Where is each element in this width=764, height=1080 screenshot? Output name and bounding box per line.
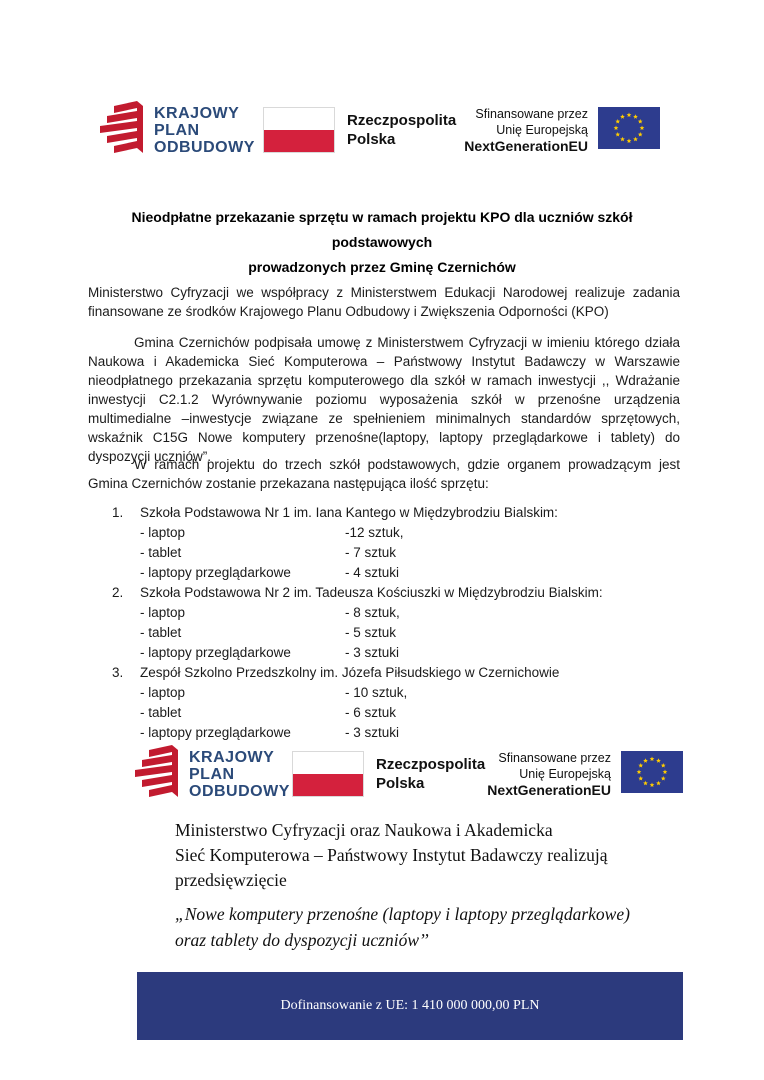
- kpo-logo-text: [189, 749, 290, 800]
- poland-flag-icon: [292, 751, 364, 797]
- school-heading: [112, 503, 672, 523]
- poland-line2: Polska: [347, 131, 396, 148]
- equipment-label: - laptopy przeglądarkowe: [140, 645, 291, 660]
- equipment-label: - tablet: [140, 625, 182, 640]
- kpo-line3: ODBUDOWY: [154, 138, 255, 156]
- poland-logo-text: [376, 755, 485, 793]
- closing-statement: [175, 818, 695, 893]
- paragraph-project-scope: W ramach projektu do trzech szkół podstawowych, gdzie organem prowadzącym jest Gmina Czernichów zostanie przekazana następująca ilość sprzętu:: [88, 457, 680, 491]
- poland-logo-text: [347, 111, 456, 149]
- kpo-building-icon: [100, 101, 144, 160]
- school-name: Szkoła Podstawowa Nr 2 im. Tadeusza Kościuszki w Międzybrodziu Bialskim:: [140, 585, 603, 600]
- title-line1: Nieodpłatne przekazanie sprzętu w ramach projektu KPO dla uczniów szkół podstawowych: [131, 209, 633, 250]
- equipment-qty: - 3 sztuki: [345, 645, 400, 660]
- school-equipment-list: [112, 503, 672, 743]
- school-heading: [112, 663, 672, 683]
- kpo-logo: [100, 101, 255, 160]
- funding-banner-text: Dofinansowanie z UE: 1 410 000 000,00 PLN: [280, 998, 540, 1013]
- school-item-3: [112, 663, 672, 743]
- project-quote: [175, 901, 695, 953]
- poland-line1: Rzeczpospolita: [347, 112, 457, 129]
- eu-flag-icon: [621, 751, 683, 798]
- equipment-row: [112, 523, 672, 543]
- equipment-row: [112, 703, 672, 723]
- school-name: Zespół Szkolno Przedszkolny im. Józefa Piłsudskiego w Czernichowie: [140, 665, 560, 680]
- paragraph-intro: Ministerstwo Cyfryzacji we współpracy z Ministerstwem Edukacji Narodowej realizuje zadania finansowane ze środków Krajowego Planu Odbudowy i Zwiększenia Odporności (KPO): [88, 285, 680, 319]
- eu-line1: Sfinansowane przez: [498, 751, 611, 765]
- equipment-label: - tablet: [140, 545, 182, 560]
- poland-logo: [292, 751, 485, 797]
- school-name: Szkoła Podstawowa Nr 1 im. Iana Kantego w Międzybrodziu Bialskim:: [140, 505, 558, 520]
- school-number: 1.: [112, 505, 124, 520]
- equipment-label: - tablet: [140, 705, 182, 720]
- equipment-label: - laptopy przeglądarkowe: [140, 725, 291, 740]
- quote-line2: oraz tablety do dyspozycji uczniów’’: [175, 930, 429, 950]
- eu-line3: NextGenerationEU: [487, 782, 611, 798]
- school-item-1: [112, 503, 672, 583]
- equipment-label: - laptop: [140, 605, 186, 620]
- equipment-row: [112, 543, 672, 563]
- poland-line1: Rzeczpospolita: [376, 756, 486, 773]
- equipment-row: [112, 623, 672, 643]
- closing-line3: przedsięwzięcie: [175, 870, 287, 890]
- header-logo-row: [100, 98, 660, 162]
- equipment-qty: - 7 sztuk: [345, 545, 397, 560]
- equipment-label: - laptopy przeglądarkowe: [140, 565, 291, 580]
- equipment-row: [112, 603, 672, 623]
- equipment-qty: - 4 sztuki: [345, 565, 400, 580]
- equipment-label: - laptop: [140, 685, 186, 700]
- eu-line2: Unię Europejską: [519, 767, 611, 781]
- equipment-qty: - 8 sztuk,: [345, 605, 400, 620]
- eu-flag-icon: [598, 107, 660, 154]
- kpo-line2: PLAN: [189, 765, 235, 783]
- footer-logo-row: [135, 744, 683, 804]
- equipment-qty: - 10 sztuk,: [345, 685, 408, 700]
- school-number: 2.: [112, 585, 124, 600]
- school-item-2: [112, 583, 672, 663]
- school-heading: [112, 583, 672, 603]
- equipment-qty: - 5 sztuk: [345, 625, 397, 640]
- poland-flag-icon: [263, 107, 335, 153]
- poland-line2: Polska: [376, 775, 425, 792]
- kpo-line1: KRAJOWY: [189, 748, 275, 766]
- closing-line2: Sieć Komputerowa – Państwowy Instytut Badawczy realizują: [175, 845, 608, 865]
- eu-funding-logo: [487, 750, 683, 798]
- kpo-building-icon: [135, 745, 179, 804]
- kpo-line2: PLAN: [154, 121, 200, 139]
- kpo-line3: ODBUDOWY: [189, 782, 290, 800]
- equipment-qty: -12 sztuk,: [345, 525, 404, 540]
- equipment-row: [112, 563, 672, 583]
- quote-line1: „Nowe komputery przenośne (laptopy i laptopy przeglądarkowe): [175, 904, 630, 924]
- eu-line1: Sfinansowane przez: [475, 107, 588, 121]
- kpo-line1: KRAJOWY: [154, 104, 240, 122]
- eu-line2: Unię Europejską: [496, 123, 588, 137]
- equipment-qty: - 3 sztuki: [345, 725, 400, 740]
- title-line2: prowadzonych przez Gminę Czernichów: [248, 259, 516, 275]
- school-number: 3.: [112, 665, 124, 680]
- funding-banner: [137, 972, 683, 1040]
- document-title: [87, 205, 677, 280]
- eu-funding-logo: [464, 106, 660, 154]
- closing-line1: Ministerstwo Cyfryzacji oraz Naukowa i Akademicka: [175, 820, 553, 840]
- kpo-logo-text: [154, 105, 255, 156]
- eu-line3: NextGenerationEU: [464, 138, 588, 154]
- equipment-row: [112, 643, 672, 663]
- poland-logo: [263, 107, 456, 153]
- eu-funding-text: [487, 750, 611, 798]
- paragraph-agreement: Gmina Czernichów podpisała umowę z Ministerstwem Cyfryzacji w imieniu którego działa Naukowa i Akademicka Sieć Komputerowa – Państwowy Instytut Badawczy w Warszawie nieodpłatnego przekazania sprzętu komputerowego dla szkół w ramach inwestycji ,, Wdrażanie inwestycji C2.1.2 Wyrównywanie poziomu wyposażenia szkół w przenośne urządzenia multimedialne –inwestycje związane ze spełnieniem minimalnych standardów sprzętowych, wskaźnik C15G Nowe komputery przenośne(laptopy, laptopy przeglądarkowe i tablety) do dyspozycji uczniów”.: [88, 335, 680, 464]
- equipment-row: [112, 723, 672, 743]
- equipment-qty: - 6 sztuk: [345, 705, 397, 720]
- kpo-logo: [135, 745, 290, 804]
- equipment-row: [112, 683, 672, 703]
- eu-funding-text: [464, 106, 588, 154]
- equipment-label: - laptop: [140, 525, 186, 540]
